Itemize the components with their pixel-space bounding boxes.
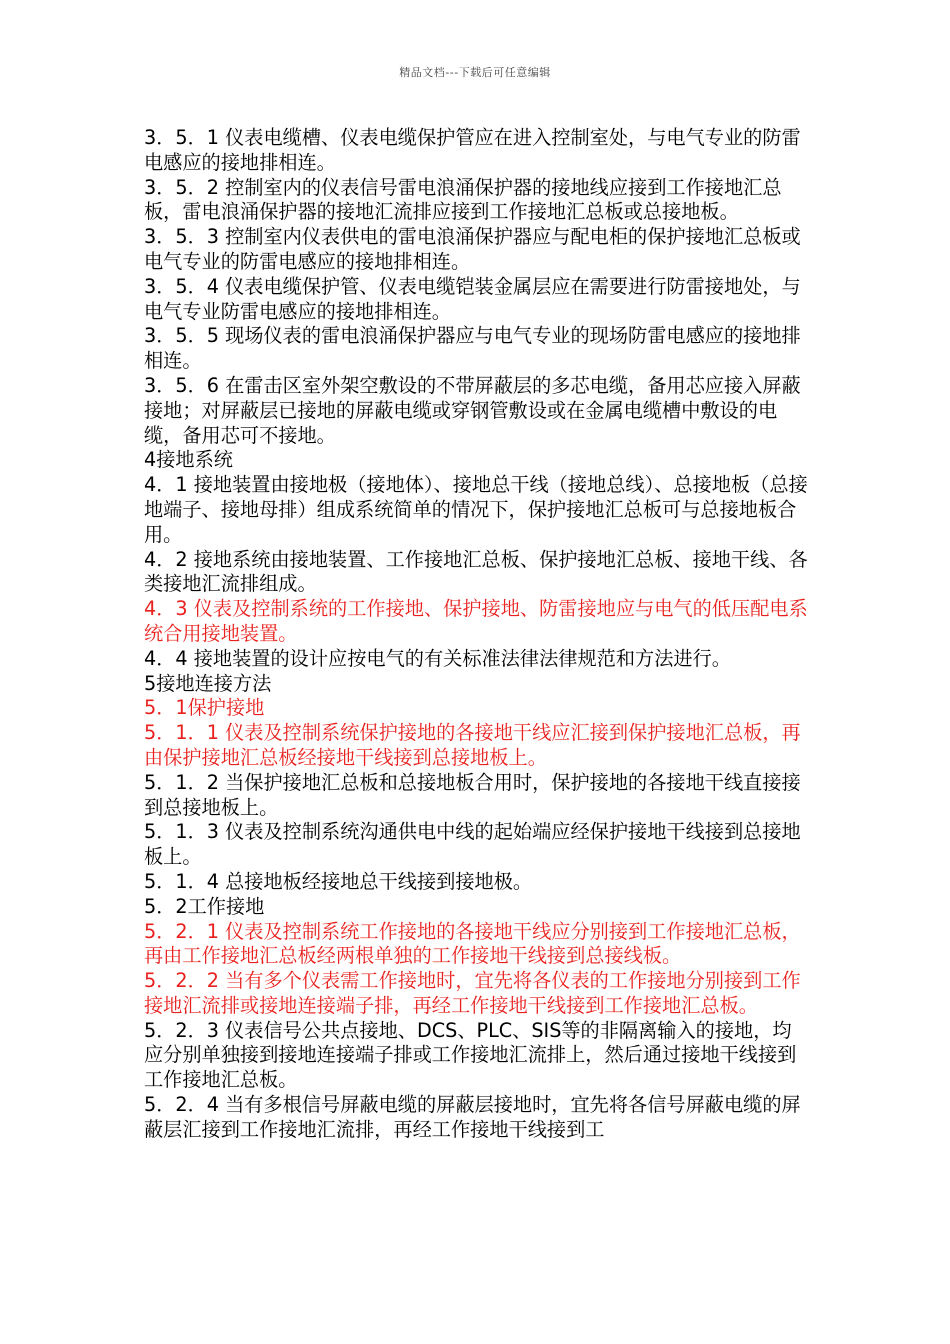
paragraph-5-1-3: 5．1．3 仪表及控制系统沟通供电中线的起始端应经保护接地干线接到总接地板上。 [144, 820, 801, 869]
paragraph-4-3: 4．3 仪表及控制系统的工作接地、保护接地、防雷接地应与电气的低压配电系统合用接地装置。 [144, 597, 808, 645]
paragraph-5-1-2: 5．1．2 当保护接地汇总板和总接地板合用时，保护接地的各接地干线直接接到总接地板上。 [144, 770, 801, 819]
subsection-heading-5-2: 5．2工作接地 [144, 894, 265, 918]
paragraph-3-5-3: 3．5．3 控制室内仪表供电的雷电浪涌保护器应与配电柜的保护接地汇总板或电气专业的防雷电感应的接地排相连。 [144, 225, 801, 273]
paragraph-5-1-1: 5．1．1 仪表及控制系统保护接地的各接地干线应汇接到保护接地汇总板，再由保护接地汇总板经接地干线接到总接地板上。 [144, 721, 801, 769]
paragraph-5-2-1: 5．2．1 仪表及控制系统工作接地的各接地干线应分别接到工作接地汇总板，再由工作接地汇总板经两根单独的工作接地干线接到总接线板。 [144, 919, 801, 968]
section-heading-5: 5接地连接方法 [144, 671, 272, 695]
paragraph-3-5-4: 3．5．4 仪表电缆保护管、仪表电缆铠装金属层应在需要进行防雷接地处，与电气专业防雷电感应的接地排相连。 [144, 274, 801, 323]
paragraph-5-1-4: 5．1．4 总接地板经接地总干线接到接地极。 [144, 869, 533, 893]
paragraph-5-2-2: 5．2．2 当有多个仪表需工作接地时，宜先将各仪表的工作接地分别接到工作接地汇流排或接地连接端子排，再经工作接地干线接到工作接地汇总板。 [144, 969, 801, 1017]
paragraph-5-2-3: 5．2．3 仪表信号公共点接地、DCS、PLC、SIS等的非隔离输入的接地，均应分别单独接到接地连接端子排或工作接地汇流排上，然后通过接地干线接到工作接地汇总板。 [144, 1018, 797, 1092]
paragraph-3-5-6: 3．5．6 在雷击区室外架空敷设的不带屏蔽层的多芯电缆，备用芯应接入屏蔽接地；对屏蔽层已接地的屏蔽电缆或穿钢管敷设或在金属电缆槽中敷设的电缆，备用芯可不接地。 [144, 373, 801, 447]
paragraph-3-5-5: 3．5．5 现场仪表的雷电浪涌保护器应与电气专业的现场防雷电感应的接地排相连。 [144, 324, 801, 373]
paragraph-4-4: 4．4 接地装置的设计应按电气的有关标准法律法律规范和方法进行。 [144, 646, 731, 670]
paragraph-4-2: 4．2 接地系统由接地装置、工作接地汇总板、保护接地汇总板、接地干线、各类接地汇流排组成。 [144, 547, 808, 596]
paragraph-3-5-2: 3．5．2 控制室内的仪表信号雷电浪涌保护器的接地线应接到工作接地汇总板，雷电浪涌保护器的接地汇流排应接到工作接地汇总板或总接地板。 [144, 175, 782, 224]
subsection-heading-5-1: 5．1保护接地 [144, 696, 265, 720]
section-heading-4: 4接地系统 [144, 448, 233, 472]
page-header: 精品文档---下载后可任意编辑 [399, 66, 551, 79]
paragraph-3-5-1: 3．5．1 仪表电缆槽、仪表电缆保护管应在进入控制室处，与电气专业的防雷电感应的接地排相连。 [144, 126, 801, 174]
document-body [144, 126, 810, 1143]
paragraph-5-2-4: 5．2．4 当有多根信号屏蔽电缆的屏蔽层接地时，宜先将各信号屏蔽电缆的屏蔽层汇接到工作接地汇流排，再经工作接地干线接到工 [144, 1093, 801, 1141]
paragraph-4-1: 4．1 接地装置由接地极（接地体）、接地总干线（接地总线）、总接地板（总接地端子、接地母排）组成系统简单的情况下，保护接地汇总板可与总接地板合用。 [144, 473, 808, 546]
